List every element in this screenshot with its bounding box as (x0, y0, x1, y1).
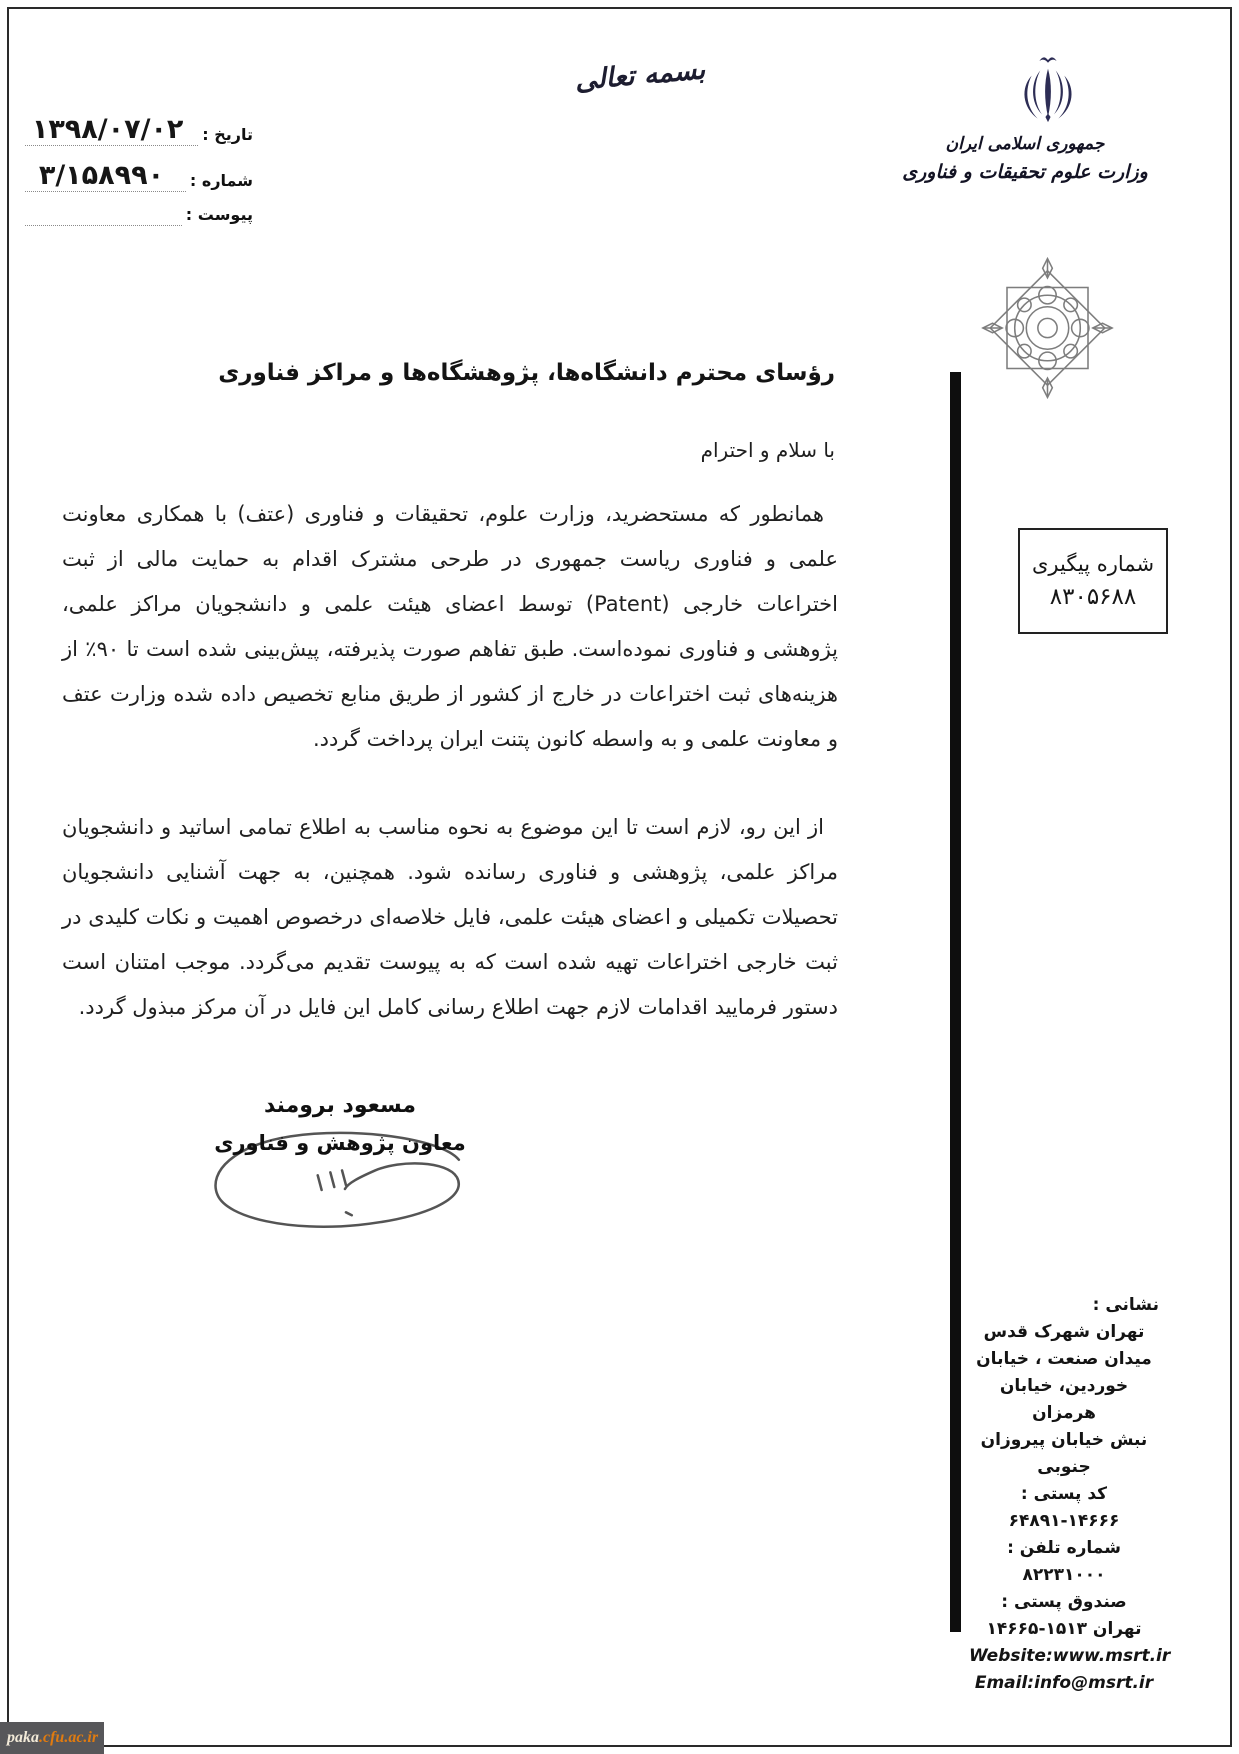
body-paragraph-1: همانطور که مستحضرید، وزارت علوم، تحقیقات و فناوری (عتف) با همکاری معاونت علمی و فناوری ریاست جمهوری در طرحی مشترک اقدام به حمایت مالی از ثبت اختراعات خارجی (Patent) توسط اعضای هیئت علمی و دانشجویان مراکز علمی، پژوهشی و فناوری نموده‌است. طبق تفاهم صورت پذیرفته، پیش‌بینی شده است تا ۹۰٪ از هزینه‌های ثبت اختراعات در خارج از کشور از طریق منابع تخصیص داده شده وزارت عتف و معاونت علمی و به واسطه کانون پتنت ایران پرداخت گردد. (62, 502, 838, 751)
tracking-number-box (1018, 528, 1168, 634)
ministry-name: وزارت علوم تحقیقات و فناوری (902, 161, 1148, 183)
date-dotted-line (25, 100, 198, 146)
salutation-line: با سلام و احترام (700, 438, 835, 462)
tracking-value: ۸۳۰۵۶۸۸ (1049, 584, 1137, 610)
iran-emblem-icon (1005, 53, 1091, 131)
body-paragraph-2: از این رو، لازم است تا این موضوع به نحوه مناسب به اطلاع تمامی اساتید و دانشجویان مراکز علمی، پژوهشی و فناوری رسانده شود. همچنین، به جهت آشنایی دانشجویان تحصیلات تکمیلی و اعضای هیئت علمی، فایل خلاصه‌ای درخصوص اهمیت و نکات کلیدی در ثبت خارجی اختراعات تهیه شده است که به پیوست تقدیم می‌گردد. موجب امتنان است دستور فرمایید اقدامات لازم جهت اطلاع رسانی کامل این فایل در آن مرکز مبذول گردد. (62, 815, 838, 1019)
email-line: Email:info@msrt.ir (974, 1673, 1154, 1693)
letter-meta-fields (25, 100, 253, 226)
attachment-dotted-line (25, 192, 182, 226)
date-label: تاریخ : (202, 125, 253, 144)
footer-address-block (969, 1292, 1171, 1697)
number-value: ۳/۱۵۸۹۹۰ (38, 160, 165, 191)
address-line: میدان صنعت ، خیابان (976, 1349, 1152, 1369)
recipient-line: رؤسای محترم دانشگاه‌ها، پژوهشگاه‌ها و مراکز فناوری (218, 360, 835, 386)
signer-name: مسعود برومند (263, 1093, 417, 1118)
address-line: تهران شهرک قدس (983, 1322, 1145, 1342)
tracking-label: شماره پیگیری (1031, 552, 1155, 576)
watermark-prefix: paka (7, 1729, 39, 1746)
watermark-badge (0, 1722, 104, 1754)
signature-block (195, 1093, 485, 1155)
address-line: خوردین، خیابان هرمزان (999, 1376, 1129, 1423)
date-row (25, 100, 253, 146)
ministry-name-block (880, 134, 1170, 183)
arabesque-ornament-icon (980, 253, 1115, 403)
website-line: Website:www.msrt.ir (969, 1646, 1171, 1666)
phone-line: شماره تلفن : ۸۲۲۳۱۰۰۰ (1007, 1538, 1121, 1585)
pobox-label-line: صندوق پستی : (1001, 1592, 1127, 1612)
attachment-label: پیوست : (185, 205, 253, 224)
pobox-line: تهران ۱۵۱۳-۱۴۶۶۵ (986, 1619, 1142, 1639)
number-row (25, 146, 253, 192)
date-value: ۱۳۹۸/۰۷/۰۲ (31, 114, 184, 145)
signer-title: معاون پژوهش و فناوری (214, 1131, 466, 1155)
address-line: نبش خیابان پیروزان جنوبی (980, 1430, 1148, 1477)
bismillah-calligraphy: بسمه تعالی (573, 54, 707, 97)
watermark-suffix: .cfu.ac.ir (39, 1729, 99, 1746)
vertical-rule (950, 372, 961, 1632)
attachment-row (25, 192, 253, 226)
number-label: شماره : (189, 171, 253, 190)
number-dotted-line (25, 146, 186, 192)
address-label: نشانی : (1092, 1295, 1159, 1315)
postal-code-line: کد پستی : ۱۴۶۶۶-۶۴۸۹۱ (1008, 1484, 1120, 1531)
government-name: جمهوری اسلامی ایران (945, 134, 1105, 154)
